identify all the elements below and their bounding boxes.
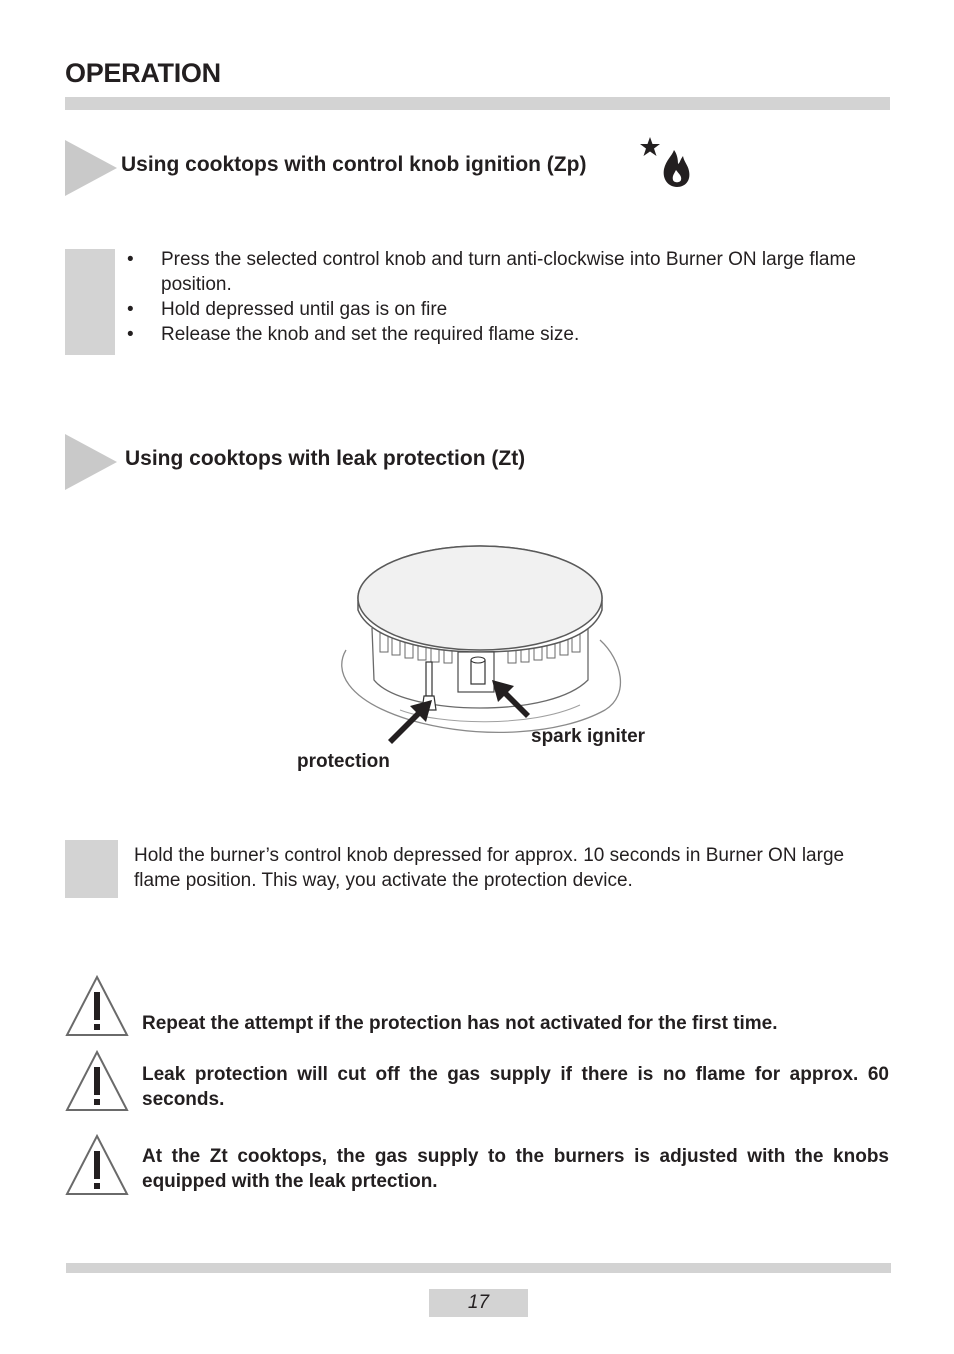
warning-icon bbox=[64, 974, 130, 1038]
burner-diagram bbox=[330, 540, 630, 745]
section-marker-icon bbox=[65, 140, 117, 196]
spark-flame-icon bbox=[636, 136, 692, 188]
instruction-list bbox=[127, 247, 897, 347]
warning-text: At the Zt cooktops, the gas supply to the burners is adjusted with the knobs equipped with the leak prtection. bbox=[142, 1146, 889, 1192]
warning-icon bbox=[64, 1049, 130, 1113]
section-heading-zt: Using cooktops with leak protection (Zt) bbox=[125, 447, 526, 470]
list-item: • Release the knob and set the required flame size. bbox=[127, 324, 580, 345]
warning-text: Repeat the attempt if the protection has not activated for the first time. bbox=[142, 1013, 778, 1034]
note-marker-box bbox=[65, 840, 118, 898]
warning-icon bbox=[64, 1133, 130, 1197]
page-title: OPERATION bbox=[65, 58, 221, 88]
list-item: • Hold depressed until gas is on fire bbox=[127, 299, 448, 320]
list-item: • Press the selected control knob and turn anti-clockwise into Burner ON large flame position. bbox=[127, 249, 856, 295]
label-spark-igniter: spark igniter bbox=[531, 726, 646, 747]
section-marker-icon bbox=[65, 434, 117, 490]
page-number: 17 bbox=[429, 1289, 528, 1317]
label-protection: protection bbox=[297, 751, 390, 772]
activation-paragraph: Hold the burner’s control knob depressed for approx. 10 seconds in Burner ON large flame position. This way, you activate the protection device. bbox=[134, 845, 845, 891]
top-divider bbox=[65, 97, 890, 110]
section-heading-zp: Using cooktops with control knob ignition (Zp) bbox=[121, 153, 587, 176]
warning-text: Leak protection will cut off the gas supply if there is no flame for approx. 60 seconds. bbox=[142, 1064, 889, 1110]
bottom-divider bbox=[66, 1263, 891, 1273]
note-marker-box bbox=[65, 249, 115, 355]
